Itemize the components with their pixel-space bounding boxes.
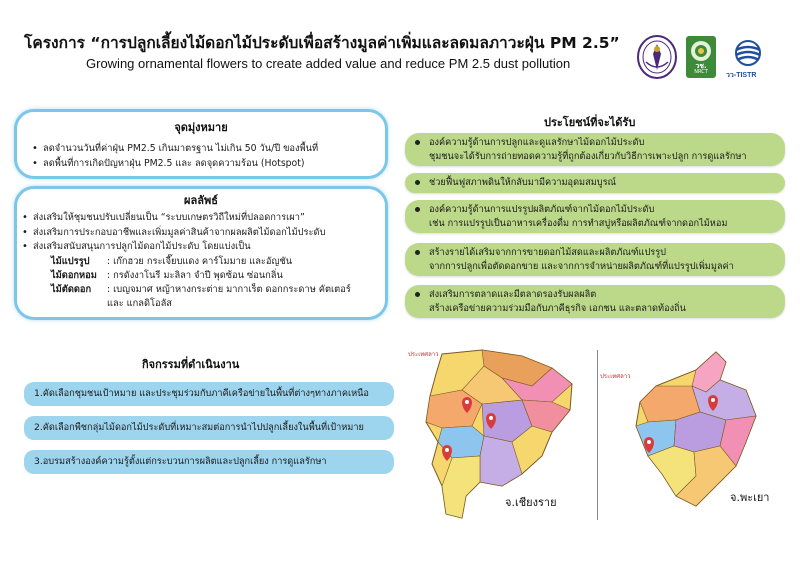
- objective-item: • ลดพื้นที่การเกิดปัญหาฝุ่น PM2.5 และ ลดจุดความร้อน (Hotspot): [31, 157, 385, 172]
- category-text: : เบญจมาศ หญ้าหางกระต่าย มากาเร็ต ดอกกระดาษ คัตเตอร์: [107, 283, 351, 295]
- result-item: • ส่งเสริมสนับสนุนการปลูกไม้ดอกไม้ประดับ โดยแบ่งเป็น: [21, 240, 385, 255]
- results-title: ผลลัพธ์: [184, 194, 218, 207]
- plant-categories: [37, 255, 385, 311]
- nrct-logo-text: วช.: [695, 62, 707, 70]
- benefit-item: [405, 285, 785, 318]
- phayao-caption: จ.พะเยา: [730, 491, 770, 504]
- results-list: [21, 211, 385, 255]
- chiang-rai-map: [402, 346, 594, 522]
- objective-item: • ลดจำนวนวันที่ค่าฝุ่น PM2.5 เกินมาตรฐาน ไม่เกิน 50 วัน/ปี ของพื้นที่: [31, 142, 385, 157]
- tistr-logo: [728, 38, 768, 68]
- nrct-emblem-icon: [686, 38, 716, 64]
- benefits-title: ประโยชน์ที่จะได้รับ: [544, 116, 636, 129]
- benefit-line: สร้างรายได้เสริมจากการขายดอกไม้สดและผลิตภัณฑ์แปรรูป: [429, 247, 666, 258]
- activities-title: กิจกรรมที่ดำเนินงาน: [142, 358, 240, 371]
- category-row: [37, 297, 385, 311]
- nrct-logo: [686, 36, 716, 78]
- neighbor-country-label: ประเทศลาว: [408, 351, 439, 358]
- benefit-line: ส่งเสริมการตลาดและมีตลาดรองรับผลผลิต: [429, 289, 597, 300]
- result-item: • ส่งเสริมให้ชุมชนปรับเปลี่ยนเป็น “ระบบเกษตรวิถีใหม่ที่ปลอดการเผา”: [21, 211, 385, 226]
- objectives-box: [14, 109, 388, 179]
- category-label: ไม้ดอกหอม: [51, 269, 97, 281]
- category-row: [37, 283, 385, 297]
- results-box: [14, 186, 388, 320]
- nrct-logo-subtext: NRCT: [694, 69, 708, 75]
- benefit-line: จากการปลูกเพื่อตัดดอกขาย และจากการจำหน่ายผลิตภัณฑ์ที่แปรรูปเพิ่มมูลค่า: [429, 260, 734, 272]
- benefit-line: ชุมชนจะได้รับการถ่ายทอดความรู้ที่ถูกต้องเกี่ยวกับวิธีการเพาะปลูก การดูแลรักษา: [429, 150, 747, 162]
- category-text: : กรดังงาโนรี มะลิลา จำปี พุดซ้อน ซ่อนกลิ่น: [107, 269, 283, 281]
- benefit-item: [405, 133, 785, 166]
- objectives-title: จุดมุ่งหมาย: [174, 121, 228, 134]
- category-row: [37, 255, 385, 269]
- benefit-line: สร้างเครือข่ายความร่วมมือกับภาคีธุรกิจ เอกชน และตลาดท้องถิ่น: [429, 302, 686, 314]
- university-seal-logo: [636, 34, 678, 80]
- benefit-line: เช่น การแปรรูปเป็นอาหารเครื่องดื่ม การทำสบู่หรือผลิตภัณฑ์จากดอกไม้หอม: [429, 217, 728, 229]
- benefit-item: [405, 173, 785, 193]
- benefit-line: ช่วยฟื้นฟูสภาพดินให้กลับมามีความอุดมสมบูรณ์: [429, 177, 617, 188]
- logo-group: [636, 34, 786, 84]
- category-text: : เก๊กฮวย กระเจี๊ยบแดง คาร์โมมาย และอัญชัน: [107, 255, 293, 267]
- benefit-line: องค์ความรู้ด้านการปลูกและดูแลรักษาไม้ดอกไม้ประดับ: [429, 137, 645, 148]
- chiang-rai-caption: จ.เชียงราย: [505, 496, 557, 509]
- benefit-item: [405, 243, 785, 276]
- category-label: ไม้แปรรูป: [51, 255, 90, 267]
- activity-item: 3.อบรมสร้างองค์ความรู้ตั้งแต่กระบวนการผลิตและปลูกเลี้ยง การดูแลรักษา: [24, 450, 394, 474]
- activity-item: 2.คัดเลือกพืชกลุ่มไม้ดอกไม้ประดับที่เหมาะสมต่อการนำไปปลูกเลี้ยงในพื้นที่เป้าหมาย: [24, 416, 394, 440]
- category-label: ไม้ตัดดอก: [51, 283, 92, 295]
- result-item: • ส่งเสริมการประกอบอาชีพและเพิ่มมูลค่าสินค้าจากผลผลิตไม้ดอกไม้ประดับ: [21, 226, 385, 241]
- activity-item: 1.คัดเลือกชุมชนเป้าหมาย และประชุมร่วมกับภาคีเครือข่ายในพื้นที่ต่างๆทางภาคเหนือ: [24, 382, 394, 406]
- category-row: [37, 269, 385, 283]
- benefit-item: [405, 200, 785, 233]
- category-label: [37, 297, 107, 311]
- benefit-line: องค์ความรู้ด้านการแปรรูปผลิตภัณฑ์จากไม้ดอกไม้ประดับ: [429, 204, 655, 215]
- tistr-logo-text: วว-TISTR: [726, 72, 757, 79]
- project-title-thai: โครงการ “การปลูกเลี้ยงไม้ดอกไม้ประดับเพื่อสร้างมูลค่าเพิ่มและลดมลภาวะฝุ่น PM 2.5”: [24, 34, 620, 52]
- project-title-english: Growing ornamental flowers to create added value and reduce PM 2.5 dust pollution: [86, 56, 571, 71]
- neighbor-country-label: ประเทศลาว: [600, 373, 631, 380]
- category-text: และ แกลดิโอลัส: [107, 297, 172, 309]
- objectives-list: [31, 142, 385, 171]
